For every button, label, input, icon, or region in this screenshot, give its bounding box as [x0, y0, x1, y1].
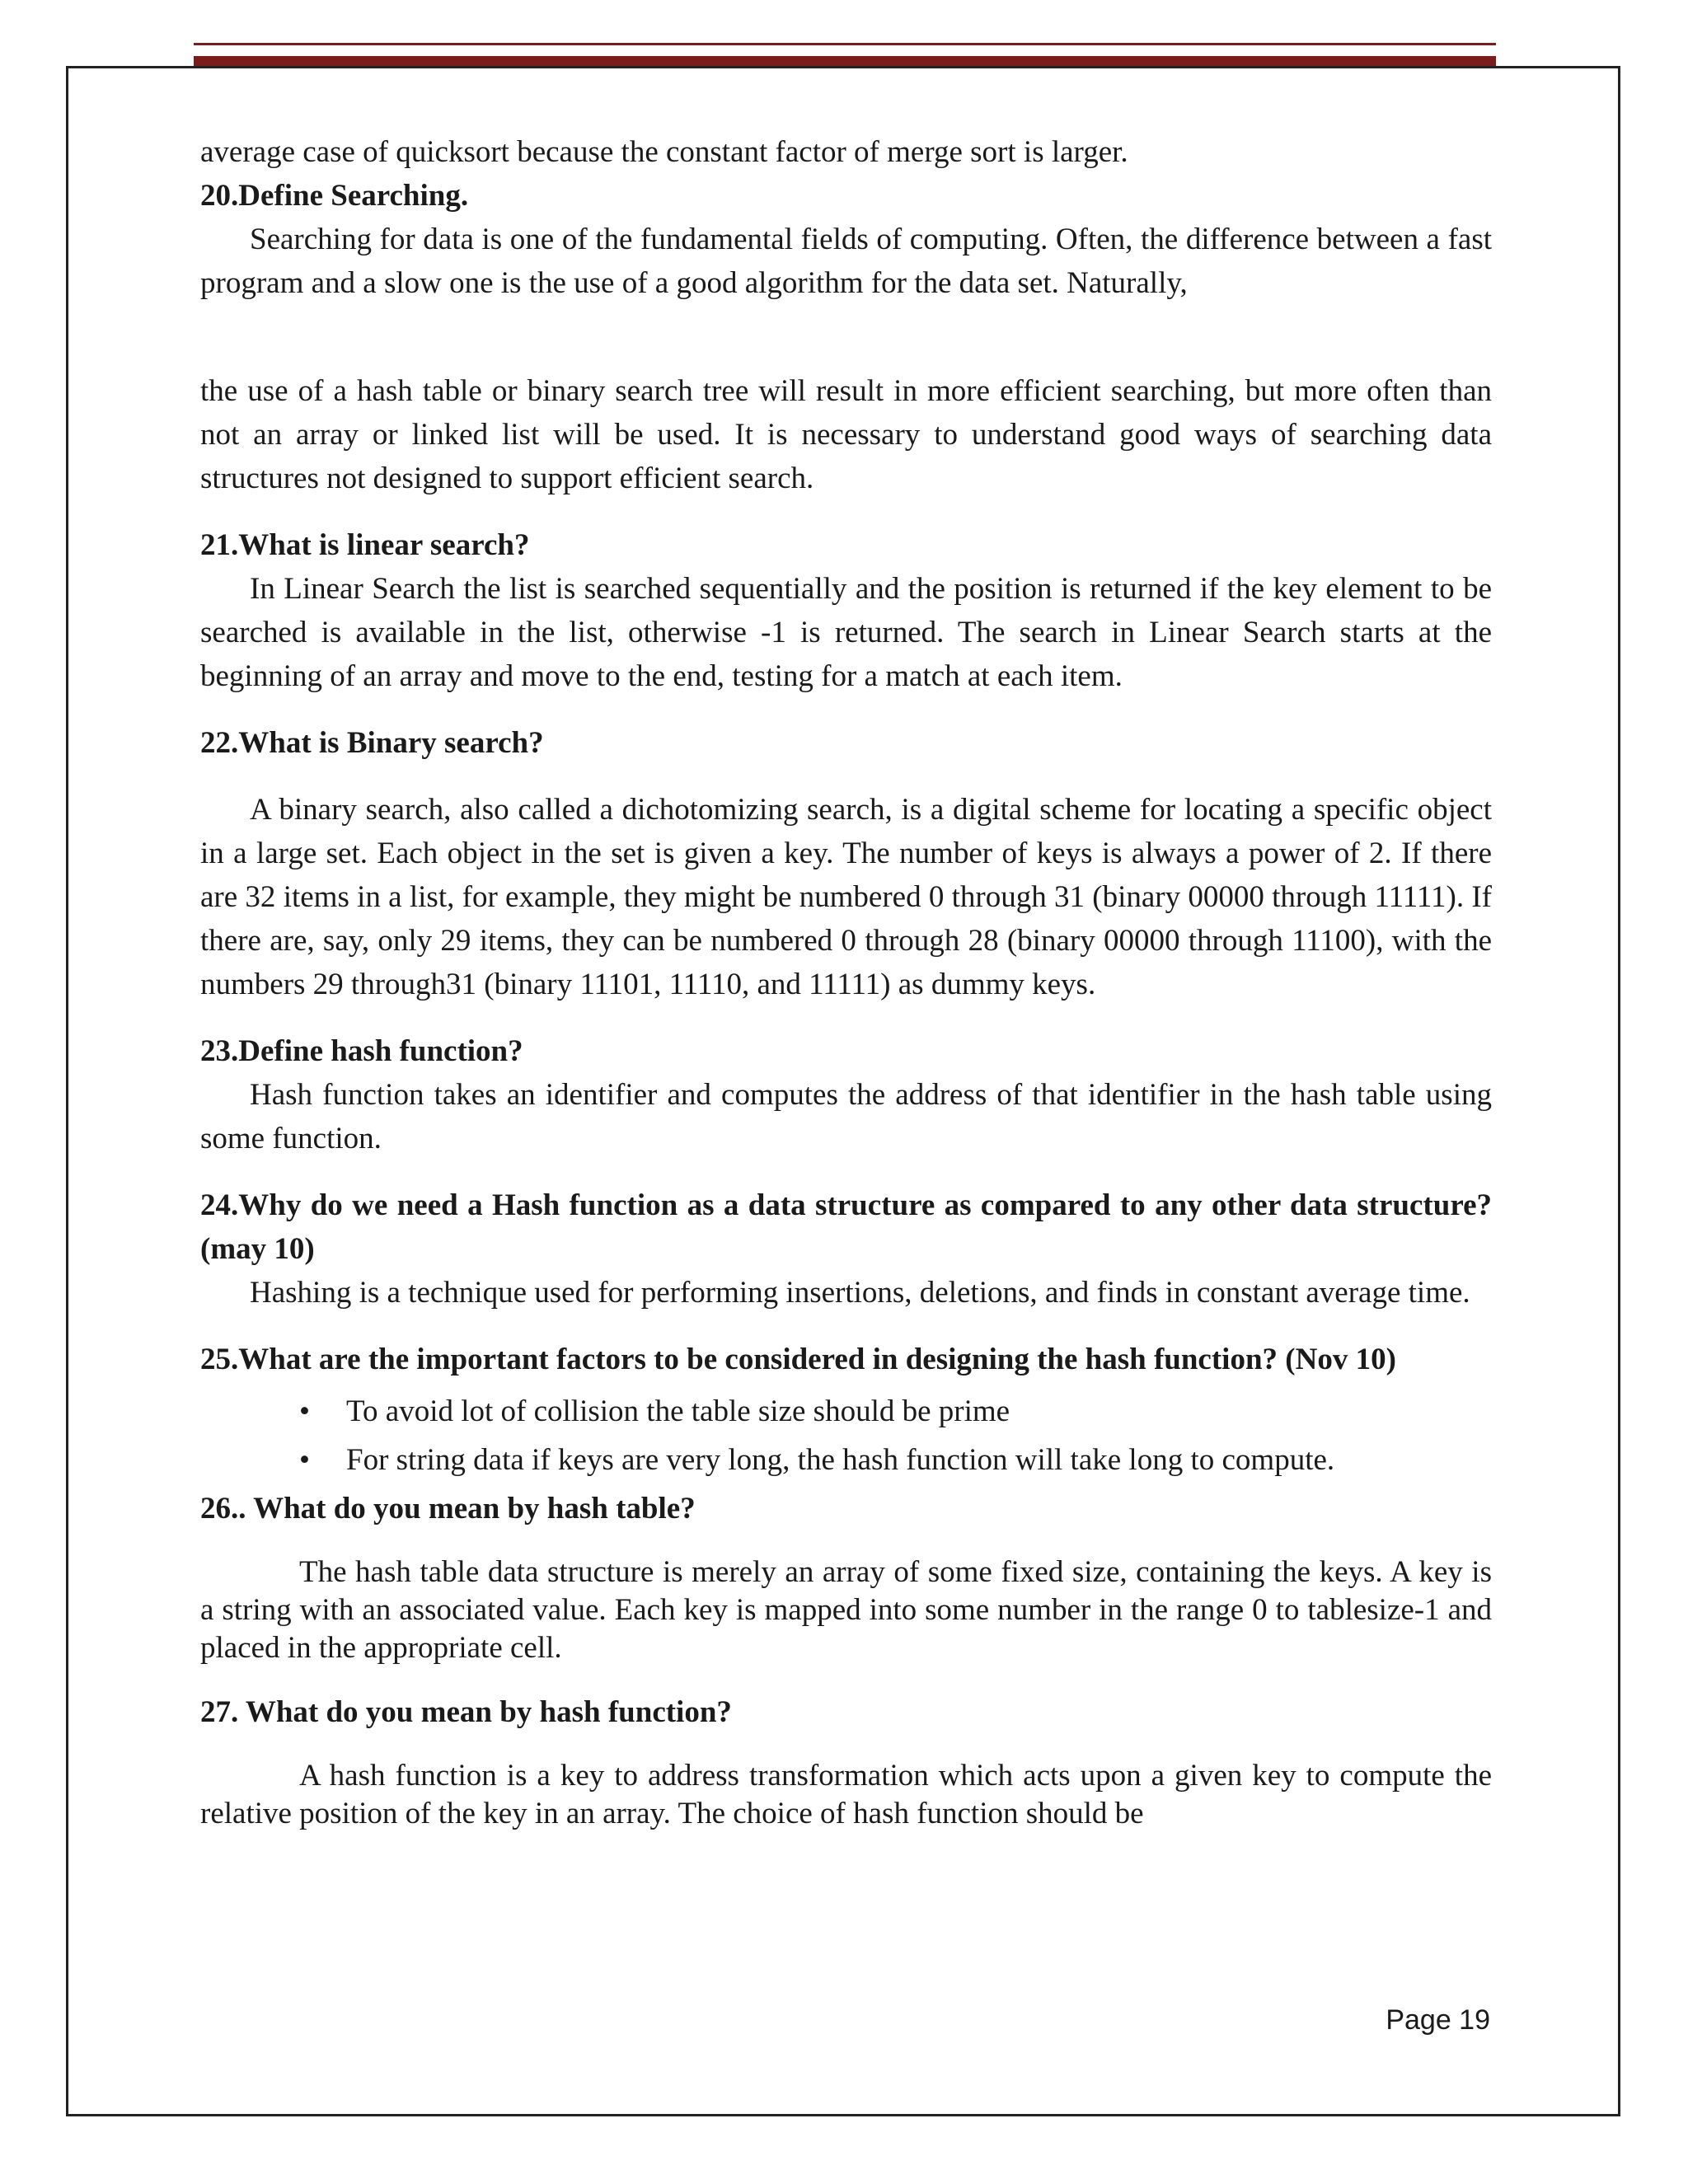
paragraph-21: In Linear Search the list is searched sequentially and the position is returned if the key element to be searched is available in the list, otherwise -1 is returned. The search in Linear Search starts at the beginning of an array and move to the end, testing for a match at each item. [200, 572, 1492, 693]
heading-26: 26.. What do you mean by hash table? [200, 1492, 696, 1526]
header-rule-thin [194, 43, 1496, 45]
paragraph-24: Hashing is a technique used for performing insertions, deletions, and finds in constant average time. [250, 1276, 1470, 1310]
heading-23: 23.Define hash function? [200, 1034, 523, 1068]
list-item [299, 1438, 1492, 1482]
continuation-text: average case of quicksort because the constant factor of merge sort is larger. [200, 135, 1128, 169]
paragraph-26: The hash table data structure is merely an array of some fixed size, containing the keys. A key is a string with an associated value. Each key is mapped into some number in the range 0 to tablesize-1 and placed in the appropriate cell. [200, 1555, 1492, 1665]
bullet-icon: • [299, 1394, 310, 1428]
paragraph-20-a: Searching for data is one of the fundamental fields of computing. Often, the difference between a fast program and a slow one is the use of a good algorithm for the data set. Naturally, [200, 223, 1492, 300]
heading-25: 25.What are the important factors to be considered in designing the hash function? (Nov 10) [200, 1343, 1396, 1376]
heading-27: 27. What do you mean by hash function? [200, 1695, 732, 1729]
paragraph-22: A binary search, also called a dichotomizing search, is a digital scheme for locating a specific object in a large set. Each object in the set is given a key. The number of keys is always a power of 2. If there are 32 items in a list, for example, they might be numbered 0 through 31 (binary 00000 through 11111). If there are, say, only 29 items, they can be numbered 0 through 28 (binary 00000 through 11100), with the numbers 29 through31 (binary 11101, 11110, and 11111) as dummy keys. [200, 793, 1492, 1001]
bullet-icon: • [299, 1443, 310, 1477]
list-item-text: For string data if keys are very long, the hash function will take long to compute. [346, 1443, 1335, 1477]
page-content [200, 130, 1492, 1833]
paragraph-27: A hash function is a key to address transformation which acts upon a given key to compute the relative position of the key in an array. The choice of hash function should be [200, 1759, 1492, 1830]
page-number: Page 19 [1386, 2004, 1490, 2036]
heading-21: 21.What is linear search? [200, 528, 530, 562]
heading-22: 22.What is Binary search? [200, 726, 544, 760]
header-rule-thick [194, 56, 1496, 66]
list-item-text: To avoid lot of collision the table size should be prime [346, 1394, 1010, 1428]
heading-20: 20.Define Searching. [200, 179, 469, 213]
paragraph-20-b: the use of a hash table or binary search tree will result in more efficient searching, but more often than not an array or linked list will be used. It is necessary to understand good ways of searching data structures not designed to support efficient search. [200, 374, 1492, 495]
factors-list [200, 1390, 1492, 1482]
heading-24: 24.Why do we need a Hash function as a data structure as compared to any other data structure? (may 10) [200, 1188, 1492, 1266]
paragraph-23: Hash function takes an identifier and computes the address of that identifier in the hash table using some function. [200, 1078, 1492, 1155]
list-item [299, 1390, 1492, 1433]
